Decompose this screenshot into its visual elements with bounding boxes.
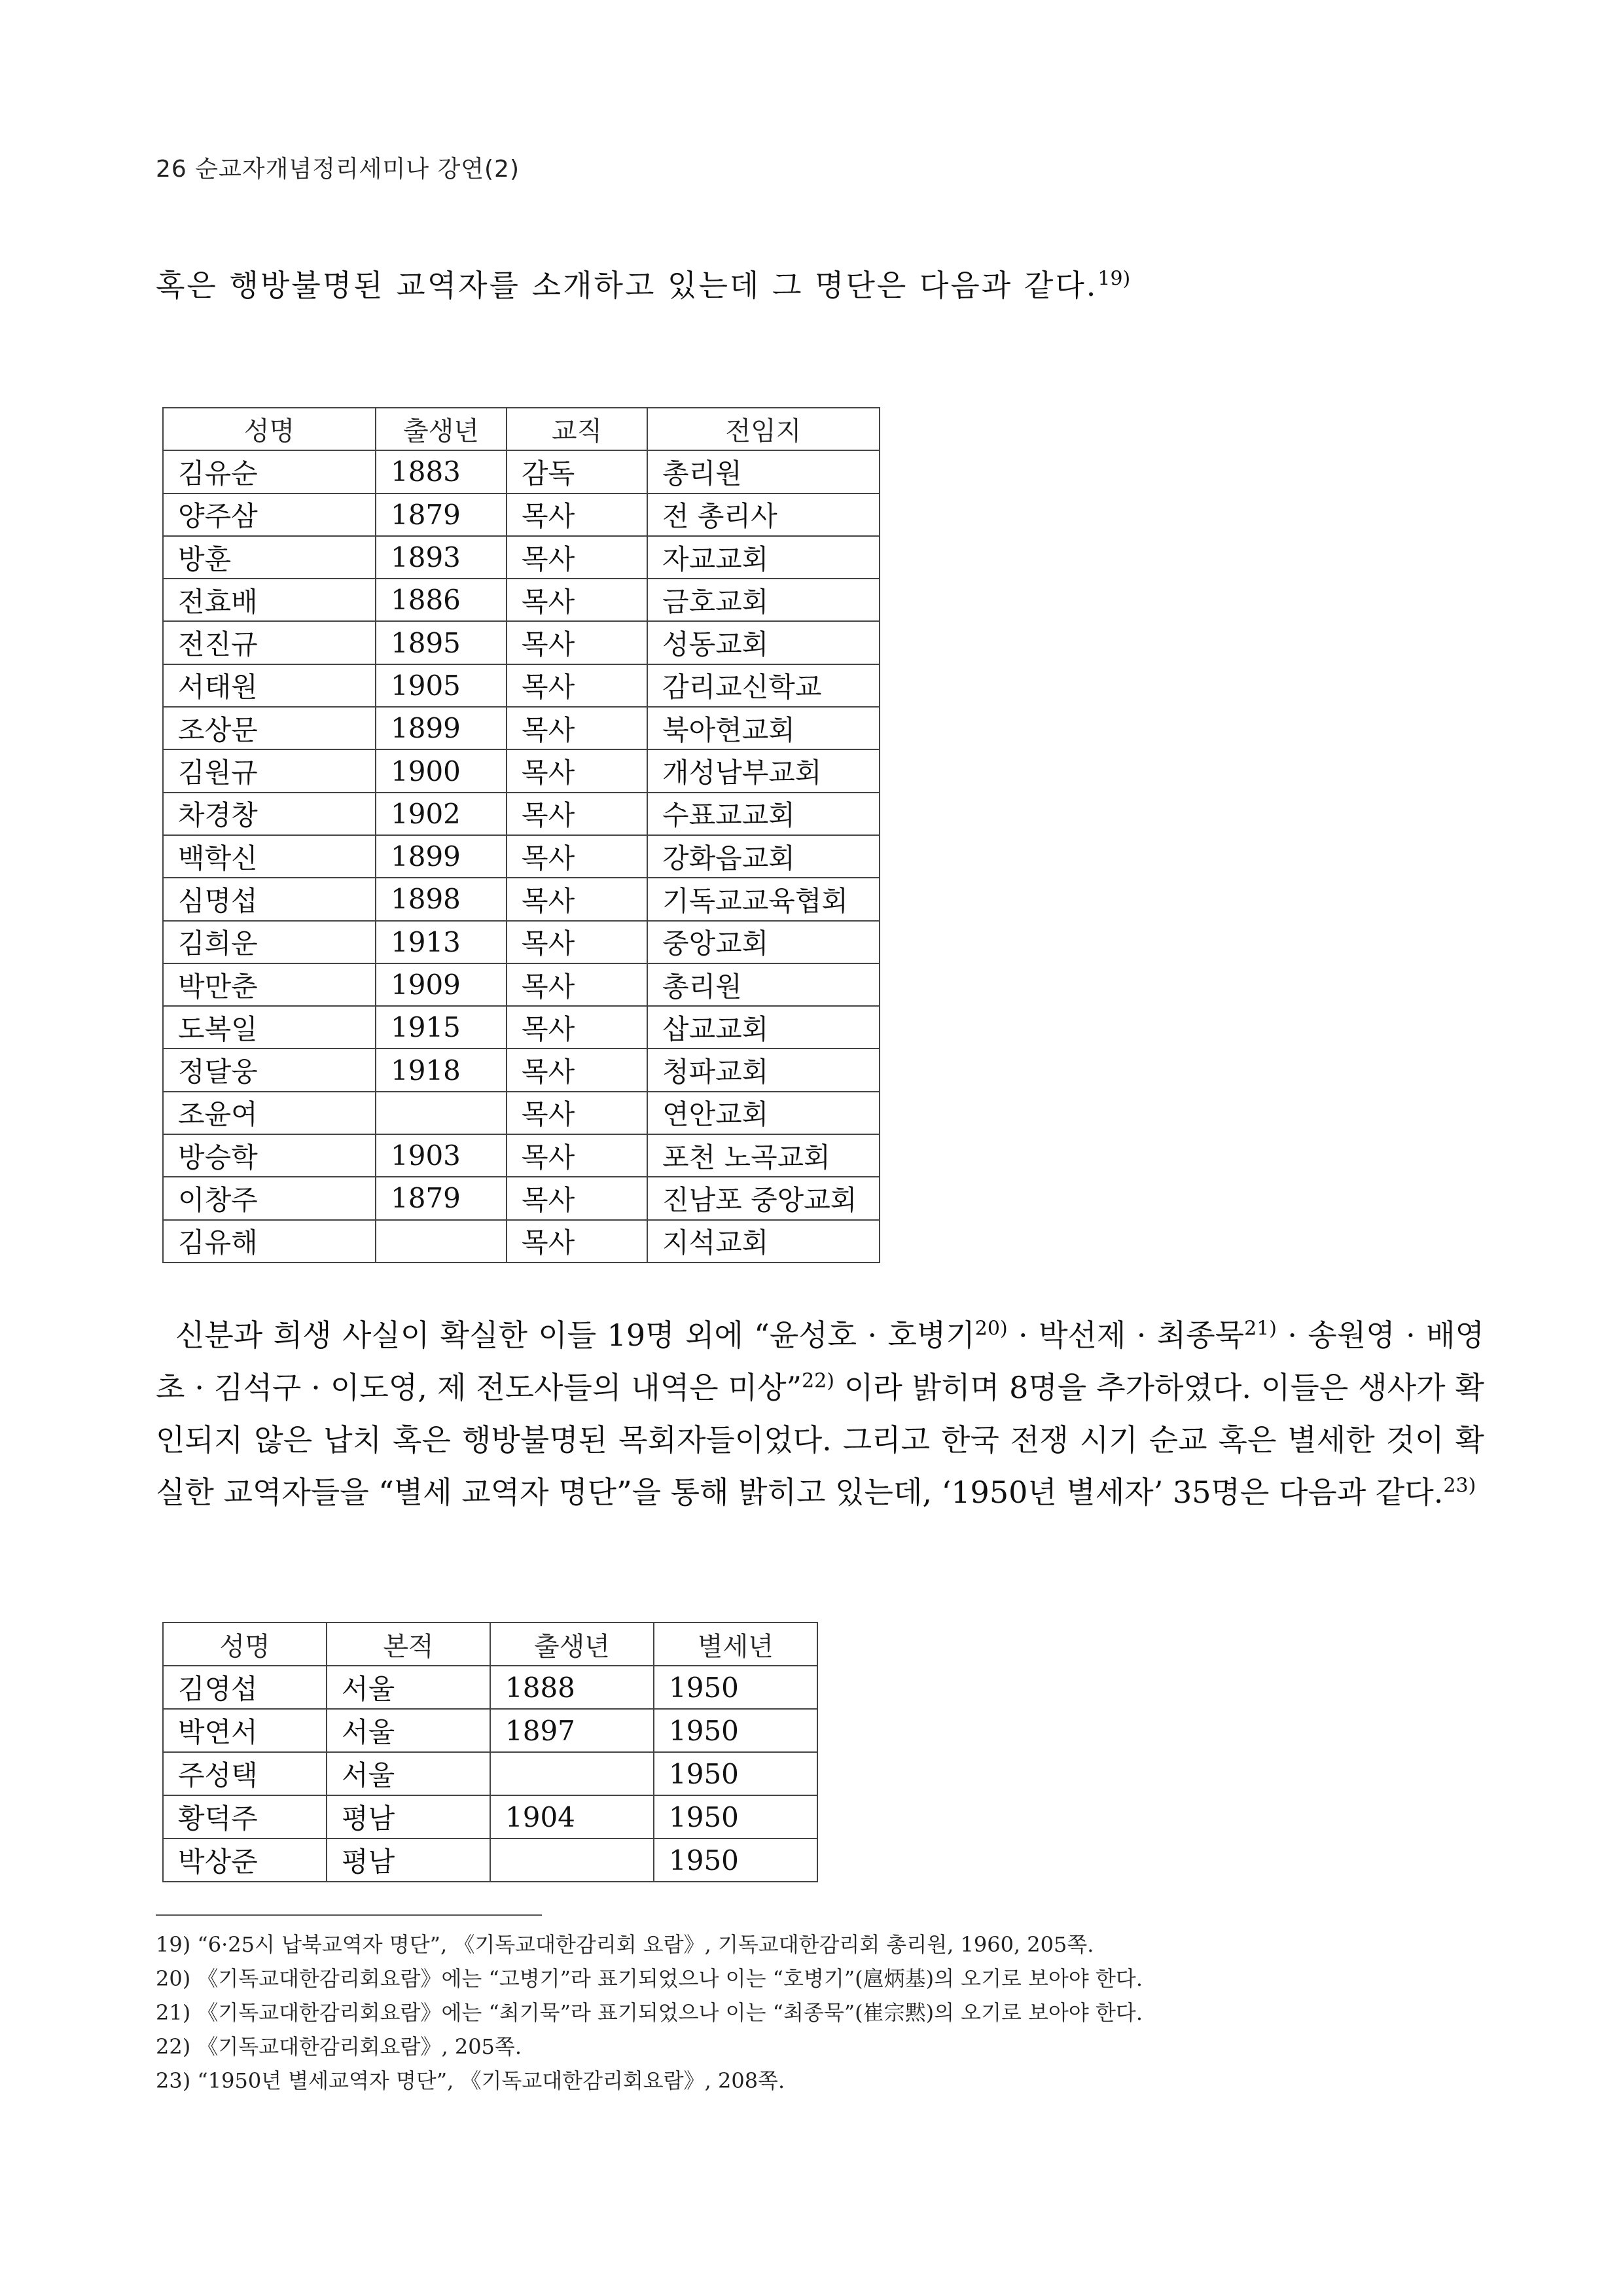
table-cell: 김영섭: [163, 1666, 327, 1709]
table-cell: 1950: [654, 1839, 817, 1882]
table-cell: 성동교회: [647, 621, 880, 664]
table-cell: [490, 1752, 654, 1795]
table-row: [163, 1752, 817, 1795]
table-cell: 1913: [376, 921, 507, 963]
table-cell: 1900: [376, 749, 507, 792]
intro-sentence: [156, 262, 1484, 305]
table-row: [163, 1006, 880, 1049]
footnote-22: 22) 《기독교대한감리회요람》, 205쪽.: [156, 2034, 522, 2059]
table-cell: 정달웅: [163, 1049, 376, 1091]
table-cell: [376, 1092, 507, 1134]
table-header-row: [163, 408, 880, 450]
table-cell: 박만춘: [163, 963, 376, 1006]
table-cell: 1899: [376, 835, 507, 878]
paragraph-text-4: 이라 밝히며 8명을 추가하였다. 이들은 생사가 확인되지 않은 납치 혹은 행방불명된 목회자들이었다. 그리고 한국 전쟁 시기 순교 혹은 별세한 것이 확실한 교역자들을 “별세 교역자 명단”을 통해 밝히고 있는데, ‘1950년 별세자’ 35명은 다음과 같다.: [156, 1370, 1484, 1510]
table-cell: 평남: [327, 1839, 490, 1882]
column-header-office: 교직: [507, 408, 647, 450]
table-cell: 전진규: [163, 621, 376, 664]
column-header-name: 성명: [163, 1623, 327, 1666]
table-cell: 목사: [507, 793, 647, 835]
table-cell: 목사: [507, 1177, 647, 1219]
table-row: [163, 621, 880, 664]
table-row: [163, 1134, 880, 1177]
table-cell: 서태원: [163, 664, 376, 707]
column-header-origin: 본적: [327, 1623, 490, 1666]
table-cell: 김원규: [163, 749, 376, 792]
table-cell: 목사: [507, 621, 647, 664]
table-cell: 1879: [376, 1177, 507, 1219]
table-row: [163, 536, 880, 579]
footnote-ref-21[interactable]: 21): [1244, 1317, 1277, 1340]
table-cell: 방훈: [163, 536, 376, 579]
column-header-birth-year: 출생년: [376, 408, 507, 450]
table-row: [163, 664, 880, 707]
table-cell: 전효배: [163, 579, 376, 621]
table-cell: 진남포 중앙교회: [647, 1177, 880, 1219]
table-cell: 1895: [376, 621, 507, 664]
table-cell: 목사: [507, 707, 647, 749]
table-cell: 서울: [327, 1666, 490, 1709]
table-row: [163, 921, 880, 963]
column-header-birth-year: 출생년: [490, 1623, 654, 1666]
table-cell: 총리원: [647, 450, 880, 493]
table-cell: 1950: [654, 1752, 817, 1795]
table-row: [163, 749, 880, 792]
table-cell: 차경창: [163, 793, 376, 835]
table-cell: 감리교신학교: [647, 664, 880, 707]
table-cell: 1905: [376, 664, 507, 707]
table-cell: 목사: [507, 1220, 647, 1263]
footnote-divider: [156, 1914, 542, 1916]
table-row: [163, 1666, 817, 1709]
table-row: [163, 963, 880, 1006]
table-cell: 목사: [507, 1092, 647, 1134]
column-header-death-year: 별세년: [654, 1623, 817, 1666]
table-row: [163, 579, 880, 621]
table-row: [163, 835, 880, 878]
table-cell: 목사: [507, 835, 647, 878]
table-cell: 서울: [327, 1709, 490, 1752]
table-cell: 1899: [376, 707, 507, 749]
table-cell: 백학신: [163, 835, 376, 878]
table-cell: 삽교교회: [647, 1006, 880, 1049]
table-cell: 평남: [327, 1795, 490, 1839]
table-row: [163, 707, 880, 749]
table-cell: 중앙교회: [647, 921, 880, 963]
table-cell: 연안교회: [647, 1092, 880, 1134]
table-cell: [376, 1220, 507, 1263]
table-cell: 1918: [376, 1049, 507, 1091]
table-cell: 개성남부교회: [647, 749, 880, 792]
table-cell: 1898: [376, 878, 507, 920]
intro-text: 혹은 행방불명된 교역자를 소개하고 있는데 그 명단은 다음과 같다.: [156, 268, 1098, 303]
footnotes: [156, 1928, 1484, 2098]
table-cell: 박연서: [163, 1709, 327, 1752]
table-cell: 1883: [376, 450, 507, 493]
footnote-ref-23[interactable]: 23): [1443, 1474, 1476, 1498]
table-row: [163, 1177, 880, 1219]
footnote-ref-22[interactable]: 22): [802, 1369, 834, 1393]
table-cell: 1915: [376, 1006, 507, 1049]
table-cell: 목사: [507, 536, 647, 579]
table-cell: 금호교회: [647, 579, 880, 621]
table-cell: 목사: [507, 1006, 647, 1049]
table-cell: 이창주: [163, 1177, 376, 1219]
paragraph-text-1: 신분과 희생 사실이 확실한 이들 19명 외에 “윤성호 · 호병기: [175, 1318, 975, 1353]
table-cell: 총리원: [647, 963, 880, 1006]
table-cell: 박상준: [163, 1839, 327, 1882]
table-cell: 1904: [490, 1795, 654, 1839]
table-cell: 수표교교회: [647, 793, 880, 835]
table-cell: 강화읍교회: [647, 835, 880, 878]
table-row: [163, 493, 880, 536]
column-header-previous-post: 전임지: [647, 408, 880, 450]
table-cell: 목사: [507, 749, 647, 792]
table-cell: 목사: [507, 963, 647, 1006]
table-cell: 포천 노곡교회: [647, 1134, 880, 1177]
table-cell: 지석교회: [647, 1220, 880, 1263]
deceased-clergy-table: [162, 1622, 818, 1882]
table-cell: 김희운: [163, 921, 376, 963]
table-row: [163, 450, 880, 493]
table-row: [163, 1092, 880, 1134]
footnote-ref-19[interactable]: 19): [1097, 267, 1131, 291]
table-cell: 1888: [490, 1666, 654, 1709]
table-row: [163, 878, 880, 920]
footnote-20: 20) 《기독교대한감리회요람》에는 “고병기”라 표기되었으나 이는 “호병기”(扈炳基)의 오기로 보아야 한다.: [156, 1966, 1143, 1991]
column-header-name: 성명: [163, 408, 376, 450]
table-row: [163, 1795, 817, 1839]
table-cell: 자교교회: [647, 536, 880, 579]
table-cell: 1879: [376, 493, 507, 536]
table-cell: 조상문: [163, 707, 376, 749]
body-paragraph: [156, 1309, 1484, 1518]
table-cell: 김유순: [163, 450, 376, 493]
table-header-row: [163, 1623, 817, 1666]
table-cell: 감독: [507, 450, 647, 493]
table-cell: 목사: [507, 579, 647, 621]
running-header: 26 순교자개념정리세미나 강연(2): [156, 156, 520, 183]
table-cell: 1950: [654, 1795, 817, 1839]
table-cell: 목사: [507, 1049, 647, 1091]
table-cell: 기독교교육협회: [647, 878, 880, 920]
table-row: [163, 793, 880, 835]
table-cell: 목사: [507, 493, 647, 536]
table-cell: 목사: [507, 921, 647, 963]
table-cell: 1897: [490, 1709, 654, 1752]
table-cell: 서울: [327, 1752, 490, 1795]
table-cell: 주성택: [163, 1752, 327, 1795]
table-cell: 양주삼: [163, 493, 376, 536]
footnote-ref-20[interactable]: 20): [974, 1317, 1008, 1340]
table-cell: 전 총리사: [647, 493, 880, 536]
table-cell: 목사: [507, 1134, 647, 1177]
table-cell: 목사: [507, 664, 647, 707]
footnote-23: 23) “1950년 별세교역자 명단”, 《기독교대한감리회요람》, 208쪽.: [156, 2068, 785, 2093]
footnote-21: 21) 《기독교대한감리회요람》에는 “최기묵”라 표기되었으나 이는 “최종묵”(崔宗黙)의 오기로 보아야 한다.: [156, 2000, 1143, 2025]
table-cell: 1886: [376, 579, 507, 621]
table-row: [163, 1049, 880, 1091]
table-cell: 1950: [654, 1666, 817, 1709]
paragraph-text-2: · 박선제 · 최종묵: [1007, 1318, 1245, 1353]
table-cell: 1893: [376, 536, 507, 579]
missing-clergy-table: [162, 407, 880, 1263]
paragraph-text-3: · 송원영 · 배영초 · 김석구 · 이도영, 제 전도사들의 내역은 미상”: [156, 1318, 1484, 1405]
table-row: [163, 1709, 817, 1752]
table-cell: 1909: [376, 963, 507, 1006]
table-cell: 방승학: [163, 1134, 376, 1177]
table-cell: 1903: [376, 1134, 507, 1177]
table-cell: 목사: [507, 878, 647, 920]
table-row: [163, 1839, 817, 1882]
table-cell: 도복일: [163, 1006, 376, 1049]
table-cell: 심명섭: [163, 878, 376, 920]
table-row: [163, 1220, 880, 1263]
table-cell: 청파교회: [647, 1049, 880, 1091]
table-cell: 조윤여: [163, 1092, 376, 1134]
table-cell: 북아현교회: [647, 707, 880, 749]
table-cell: [490, 1839, 654, 1882]
footnote-19: 19) “6·25시 납북교역자 명단”, 《기독교대한감리회 요람》, 기독교대한감리회 총리원, 1960, 205쪽.: [156, 1932, 1094, 1957]
table-cell: 황덕주: [163, 1795, 327, 1839]
table-cell: 1902: [376, 793, 507, 835]
table-cell: 김유해: [163, 1220, 376, 1263]
table-cell: 1950: [654, 1709, 817, 1752]
